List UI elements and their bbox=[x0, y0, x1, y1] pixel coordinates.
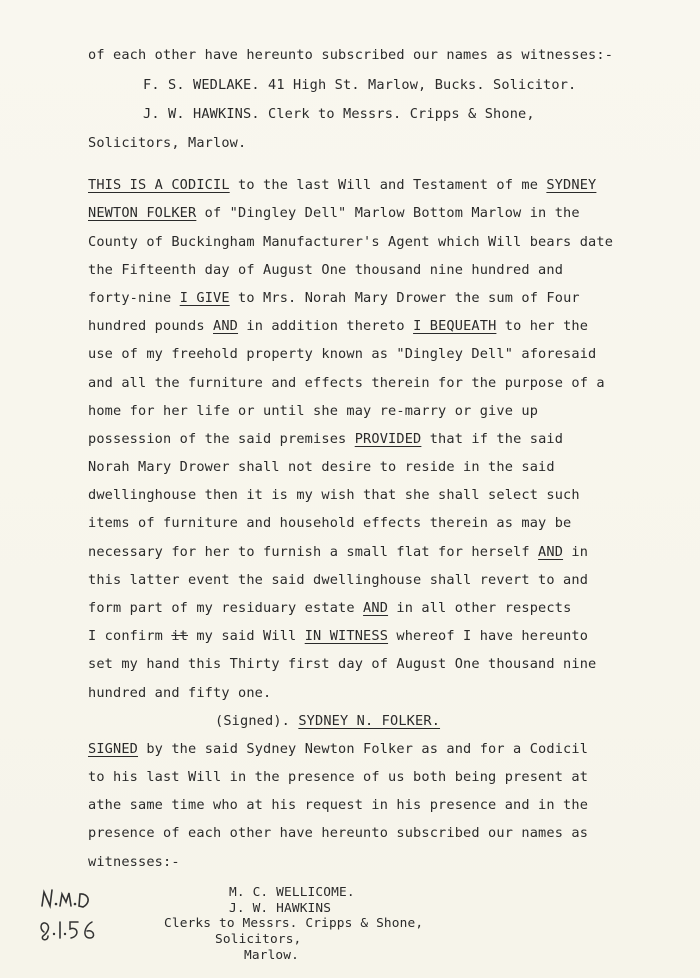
text-line: County of Buckingham Manufacturer's Agent which Will bears date bbox=[88, 234, 614, 250]
witness-line: J. W. HAWKINS. Clerk to Messrs. Cripps & Shone, bbox=[143, 106, 535, 122]
keyword-signed: SIGNED bbox=[88, 741, 139, 757]
witness-line: F. S. WEDLAKE. 41 High St. Marlow, Bucks. Solicitor. bbox=[143, 77, 577, 93]
keyword-and: AND bbox=[213, 318, 239, 334]
text-line: dwellinghouse then it is my wish that she shall select such bbox=[88, 487, 580, 503]
text-segment: form part of my residuary estate bbox=[88, 600, 364, 616]
witness-line: M. C. WELLICOME. bbox=[229, 885, 355, 900]
witness-line: Clerks to Messrs. Cripps & Shone, bbox=[164, 916, 424, 931]
text-line bbox=[88, 627, 588, 645]
text-segment: possession of the said premises bbox=[88, 431, 355, 447]
text-line: this latter event the said dwellinghouse shall revert to and bbox=[88, 572, 589, 588]
signatory-name: SYDNEY N. FOLKER. bbox=[298, 713, 441, 729]
attestation-line: to his last Will in the presence of us both being present at bbox=[88, 769, 589, 785]
text-line bbox=[88, 430, 563, 448]
keyword-and: AND bbox=[363, 600, 389, 616]
text-line: of each other have hereunto subscribed our names as witnesses:- bbox=[88, 47, 614, 63]
text-line bbox=[88, 204, 580, 222]
witness-line: Marlow. bbox=[244, 948, 299, 963]
keyword-bequeath: I BEQUEATH bbox=[413, 318, 497, 334]
text-line: items of furniture and household effects therein as may be bbox=[88, 515, 572, 531]
text-segment: whereof I have hereunto bbox=[388, 628, 589, 644]
text-segment: forty-nine bbox=[88, 290, 180, 306]
text-segment: in addition thereto bbox=[238, 318, 414, 334]
keyword-give: I GIVE bbox=[179, 290, 230, 306]
text-segment: of "Dingley Dell" Marlow Bottom Marlow in the bbox=[196, 205, 580, 221]
witness-line: J. W. HAWKINS bbox=[229, 901, 332, 916]
witness-line: Solicitors, Marlow. bbox=[88, 135, 247, 151]
text-line: hundred and fifty one. bbox=[88, 685, 272, 701]
text-line: use of my freehold property known as "Dingley Dell" aforesaid bbox=[88, 346, 597, 362]
text-line bbox=[88, 599, 571, 617]
attestation-line bbox=[88, 740, 588, 758]
attestation-line: athe same time who at his request in his presence and in the bbox=[88, 797, 589, 813]
text-line: home for her life or until she may re-marry or give up bbox=[88, 403, 539, 419]
signature-line bbox=[215, 712, 440, 730]
text-segment: I confirm bbox=[88, 628, 172, 644]
text-line bbox=[88, 317, 588, 335]
attestation-line: presence of each other have hereunto subscribed our names as bbox=[88, 825, 589, 841]
text-line bbox=[88, 176, 596, 194]
text-segment: in all other respects bbox=[388, 600, 572, 616]
keyword-provided: PROVIDED bbox=[354, 431, 422, 447]
witness-line: Solicitors, bbox=[215, 932, 302, 947]
struck-word: it bbox=[171, 628, 189, 644]
handwritten-initials-date bbox=[36, 884, 116, 944]
text-segment: my said Will bbox=[188, 628, 305, 644]
text-segment: to Mrs. Norah Mary Drower the sum of Four bbox=[229, 290, 580, 306]
testator-name: NEWTON FOLKER bbox=[88, 205, 197, 221]
keyword-and: AND bbox=[538, 544, 564, 560]
text-segment: to the last Will and Testament of me bbox=[229, 177, 547, 193]
heading-codicil: THIS IS A CODICIL bbox=[88, 177, 230, 193]
testator-name: SYDNEY bbox=[546, 177, 597, 193]
text-line: the Fifteenth day of August One thousand nine hundred and bbox=[88, 262, 564, 278]
text-segment: necessary for her to furnish a small flat for herself bbox=[88, 544, 539, 560]
text-segment: (Signed). bbox=[215, 713, 299, 729]
keyword-in-witness: IN WITNESS bbox=[304, 628, 389, 644]
text-line bbox=[88, 543, 588, 561]
text-segment: in bbox=[563, 544, 589, 560]
text-segment: that if the said bbox=[421, 431, 564, 447]
text-line: Norah Mary Drower shall not desire to reside in the said bbox=[88, 459, 555, 475]
text-line: set my hand this Thirty first day of August One thousand nine bbox=[88, 656, 597, 672]
text-segment: to her the bbox=[496, 318, 589, 334]
attestation-line: witnesses:- bbox=[88, 854, 180, 870]
text-line: and all the furniture and effects therein for the purpose of a bbox=[88, 375, 605, 391]
text-line bbox=[88, 289, 580, 307]
text-segment: hundred pounds bbox=[88, 318, 214, 334]
text-segment: by the said Sydney Newton Folker as and for a Codicil bbox=[138, 741, 589, 757]
